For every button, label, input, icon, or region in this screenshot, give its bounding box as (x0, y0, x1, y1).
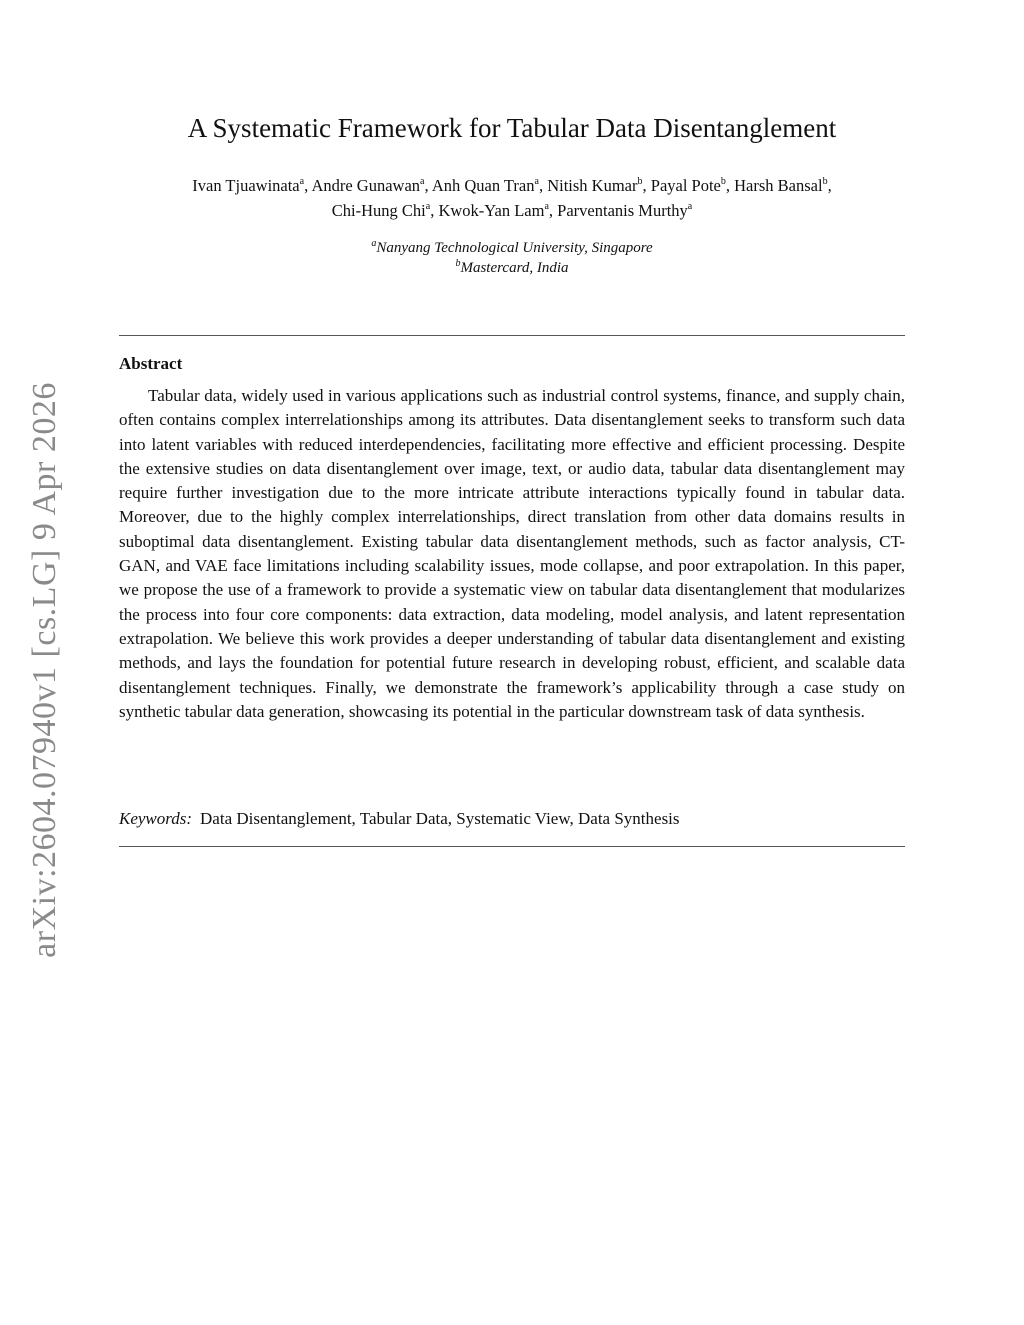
author-3: Anh Quan Tran$^a$, (431, 175, 548, 195)
author-4: Nitish Kumar$^b$, (547, 175, 651, 195)
author-5: Payal Pote$^b$, (650, 175, 735, 195)
keywords-label: Keywords: (119, 809, 193, 828)
paper-title: A Systematic Framework for Tabular Data Disentanglement (187, 113, 837, 143)
abstract-heading: Abstract (119, 354, 183, 373)
author-7: Chi-Hung Chi$^a$, (331, 200, 439, 220)
keywords (119, 807, 905, 831)
bottom-divider (119, 846, 905, 847)
arxiv-side-stamp (0, 380, 90, 960)
author-9: Parventanis Murthy$^a$ (557, 200, 693, 220)
top-divider (119, 335, 905, 336)
author-list (110, 173, 914, 223)
author-2: Andre Gunawan$^a$, (311, 175, 432, 195)
author-1: Ivan Tjuawinata$^a$, (192, 175, 312, 195)
abstract-body: Tabular data, widely used in various applications such as industrial control systems, finance, and supply chain, often contains complex interrelationships among its attributes. Data disentanglement seeks to transform such data into latent variables with reduced interdependencies, facilitating more effective and efficient processing. Despite the extensive studies on data disentanglement over image, text, or audio data, tabular data disentanglement may require further investigation due to the more intricate attribute interactions typically found in tabular data. Moreover, due to the highly complex interrelationships, direct translation from other data domains results in suboptimal data disentanglement. Existing tabular data disentanglement methods, such as factor analysis, CT-GAN, and VAE face limitations including scalability issues, mode collapse, and poor extrapolation. In this paper, we propose the use of a framework to provide a systematic view on tabular data disentanglement that modularizes the process into four core components: data extraction, data modeling, model analysis, and latent representation extrapolation. We believe this work provides a deeper understanding of tabular data disentanglement and existing methods, and lays the foundation for potential future research in developing robust, efficient, and scalable data disentanglement techniques. Finally, we demonstrate the framework’s applicability through a case study on synthetic tabular data generation, showcasing its potential in the particular downstream task of data synthesis. (119, 386, 905, 721)
affiliation-list (0, 238, 1024, 278)
keywords-text: Data Disentanglement, Tabular Data, Systematic View, Data Synthesis (200, 809, 680, 828)
author-8: Kwok-Yan Lam$^a$, (438, 200, 558, 220)
affiliation-b: $^b$Mastercard, India (455, 258, 569, 276)
arxiv-identifier: arXiv:2604.07940v1 [cs.LG] 9 Apr 2026 (26, 382, 63, 958)
affiliation-a: $^a$Nanyang Technological University, Singapore (371, 238, 653, 256)
author-6: Harsh Bansal$^b$, (734, 175, 832, 195)
